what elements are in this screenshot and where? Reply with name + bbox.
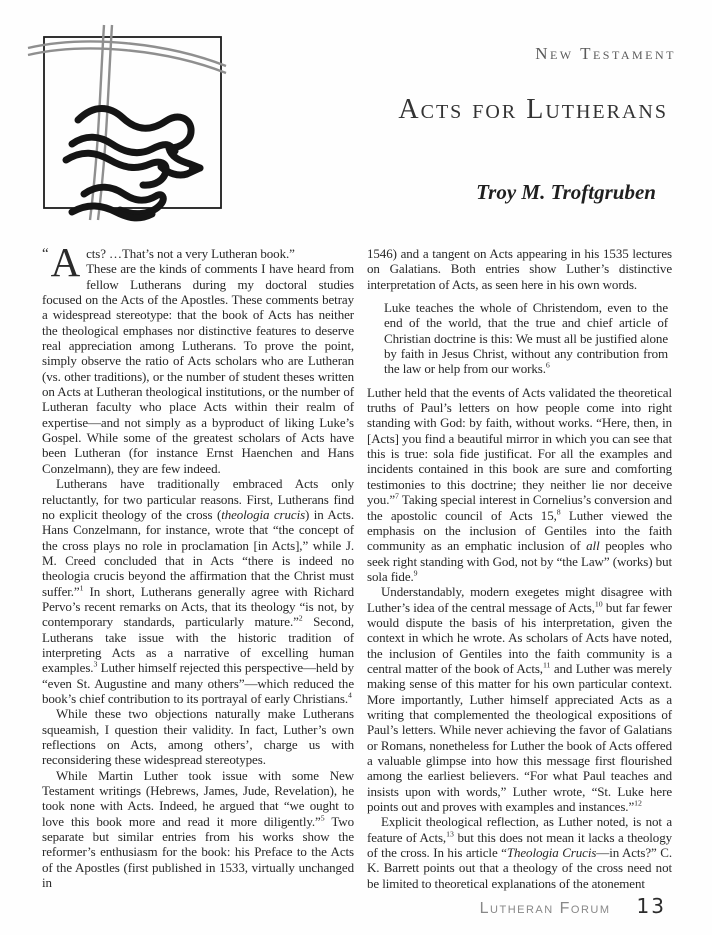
text-run: all (586, 538, 600, 554)
footnote-ref: 9 (413, 568, 418, 578)
footnote-ref: 2 (298, 613, 303, 623)
author-byline: Troy M. Troftgruben (476, 180, 656, 204)
footnote-ref: 12 (634, 798, 642, 808)
text-run: Two separate but similar entries from his works show the reformer’s enthusiasm for the book: his Preface to the Acts of the Apostles (first published in 1533, virtually unchanged in (42, 813, 354, 891)
text-run: Taking special interest in Cornelius’s conversion and the apostolic council of Acts 15, (367, 492, 672, 523)
drop-cap (42, 239, 81, 285)
article-column-left (42, 239, 354, 891)
footnote-ref: 10 (594, 599, 603, 609)
paragraph (367, 246, 672, 292)
footnote-ref: 5 (320, 813, 325, 823)
text-run: In short, Lutherans generally agree with Richard Pervo’s recent remarks on Acts, that its theology “is not, by contemporary standards, particularly mature.” (42, 583, 354, 630)
footnote-ref: 4 (348, 690, 352, 700)
journal-name: Lutheran Forum (479, 900, 611, 917)
footnote-ref: 8 (556, 507, 561, 517)
opening-quote-mark: “ (42, 246, 49, 262)
paragraph (367, 814, 672, 891)
paragraph (42, 476, 354, 706)
text-run: —in Acts?” C. K. Barrett points out that a theology of the cross need not be limited to theoretical explanations of the atonement (367, 845, 672, 891)
text-run: ) in Acts. Hans Conzelmann, for instance, wrote that “the concept of the cross plays no role in proclamation [in Acts],” while J. M. Creed concluded that in Acts “there is indeed no theologia crucis beyond the affirmation that the Christ must suffer.” (42, 506, 354, 599)
text-run: Luther viewed the emphasis on the inclusion of Gentiles into the faith community as an emphatic inclusion of (367, 507, 672, 554)
text-run: theologia crucis (221, 506, 306, 522)
text-run: While Martin Luther took issue with some New Testament writings (Hebrews, James, Jude, Revelation), he took none with Acts. Indeed, he argued that “we ought to love this book more and read it more diligently.” (42, 767, 354, 829)
footnote-ref: 13 (446, 829, 454, 839)
text-run: While these two objections naturally make Lutherans squeamish, I question their validity. In fact, Luther’s own reflections on Acts, among others’, charge us with reconsidering these widespread stereotypes. (42, 706, 354, 768)
block-quote (384, 300, 668, 377)
article-column-right (367, 246, 672, 891)
text-run: Second, Lutherans take issue with the historic tradition of interpreting Acts as a narrative of excelling human examples. (42, 614, 354, 676)
footnote-ref: 11 (542, 660, 551, 670)
paragraph (367, 584, 672, 814)
text-run: Explicit theological reflection, as Luther noted, is not a feature of Acts, (367, 814, 672, 845)
article-title: Acts for Lutherans (398, 94, 668, 125)
text-run: Lutherans have traditionally embraced Acts only reluctantly, for two particular reasons. First, Lutherans find no explicit theology of the cross ( (42, 476, 354, 522)
section-kicker: New Testament (535, 44, 676, 63)
page-number: 13 (636, 894, 666, 918)
text-run: but far fewer would dispute the basis of his interpretation, given the context in which he wrote. As scholars of Acts have noted, the inclusion of Gentiles into the faith community is a central matter of the book of Acts, (367, 599, 672, 676)
text-run: 1546) and a tangent on Acts appearing in his 1535 lectures on Galatians. Both entries show Luther’s distinctive interpretation of Acts, as seen here in his own words. (367, 246, 672, 292)
paragraph (42, 239, 354, 476)
text-run: cts? …That’s not a very Lutheran book.” (86, 246, 295, 261)
dove-cross-logo (20, 8, 236, 238)
paragraph (367, 385, 672, 584)
text-run: peoples who seek right standing with God, not by “the Law” (works) but sola fide. (367, 538, 672, 584)
text-run: These are the kinds of comments I have heard from fellow Lutherans during my doctoral studies focused on the Acts of the Apostles. These comments betray a widespread stereotype: that the book of Acts has neither the theological emphases nor distinctive features to deserve real appreciation among Lutherans. To prove the point, simply observe the ratio of Acts scholars who are Lutheran (vs. other traditions), or the number of student theses written on Acts at Lutheran theological institutions, or the number of Lutheran faculty who place Acts within their realm of expertise—and not simply as a byproduct of liking Luke’s Gospel. While some of the greatest scholars of Acts have been Lutheran (for instance Ernst Haenchen and Hans Conzelmann), they are few indeed. (42, 261, 354, 476)
text-run: Luther held that the events of Acts validated the theoretical truths of Paul’s letters on how people come into right standing with God: by faith, without works. “Here, then, in [Acts] you find a beautiful mirror in which you can see that this is true: sola fide justificat. For all the examples and incidents contained in this book are sure and comforting testimonies to this doctrine; they neither lie nor deceive you.” (367, 384, 672, 508)
text-run: but this does not mean it lacks a theology of the cross. In his article “ (367, 829, 672, 861)
dove-strokes (66, 109, 200, 218)
text-run: Luke teaches the whole of Christendom, even to the end of the world, that the true and chief article of Christian doctrine is this: We must all be justified alone by faith in Jesus Christ, without any contribution from the law or help from our works. (384, 300, 668, 377)
drop-cap-letter: A (50, 239, 81, 285)
footnote-ref: 3 (93, 659, 98, 669)
text-run: Understandably, modern exegetes might disagree with Luther’s idea of the central message of Acts, (367, 584, 672, 615)
paragraph (42, 768, 354, 891)
footnote-ref: 1 (79, 583, 84, 593)
paragraph (42, 706, 354, 767)
footnote-ref: 7 (395, 491, 399, 501)
footnote-ref: 6 (545, 361, 550, 371)
text-run: Theologia Crucis (506, 845, 597, 861)
text-run: Luther himself rejected this perspective—held by “even St. Augustine and many others”—which reduced the book’s chief contribution to its portrayal of early Christians. (42, 660, 354, 706)
text-run: and Luther was merely making sense of this matter for his own particular context. More importantly, Luther himself appreciated Acts as a writing that complemented the theological expositions of Paul’s letters. While never achieving the favor of Galatians or Romans, nonetheless for Luther the book of Acts offered a valuable glimpse into how this message first flourished among the earliest believers. “For what Paul teaches and insists upon with words,” Luther wrote, “St. Luke here points out and proves with examples and instances.” (367, 660, 672, 815)
page-footer (480, 894, 666, 918)
